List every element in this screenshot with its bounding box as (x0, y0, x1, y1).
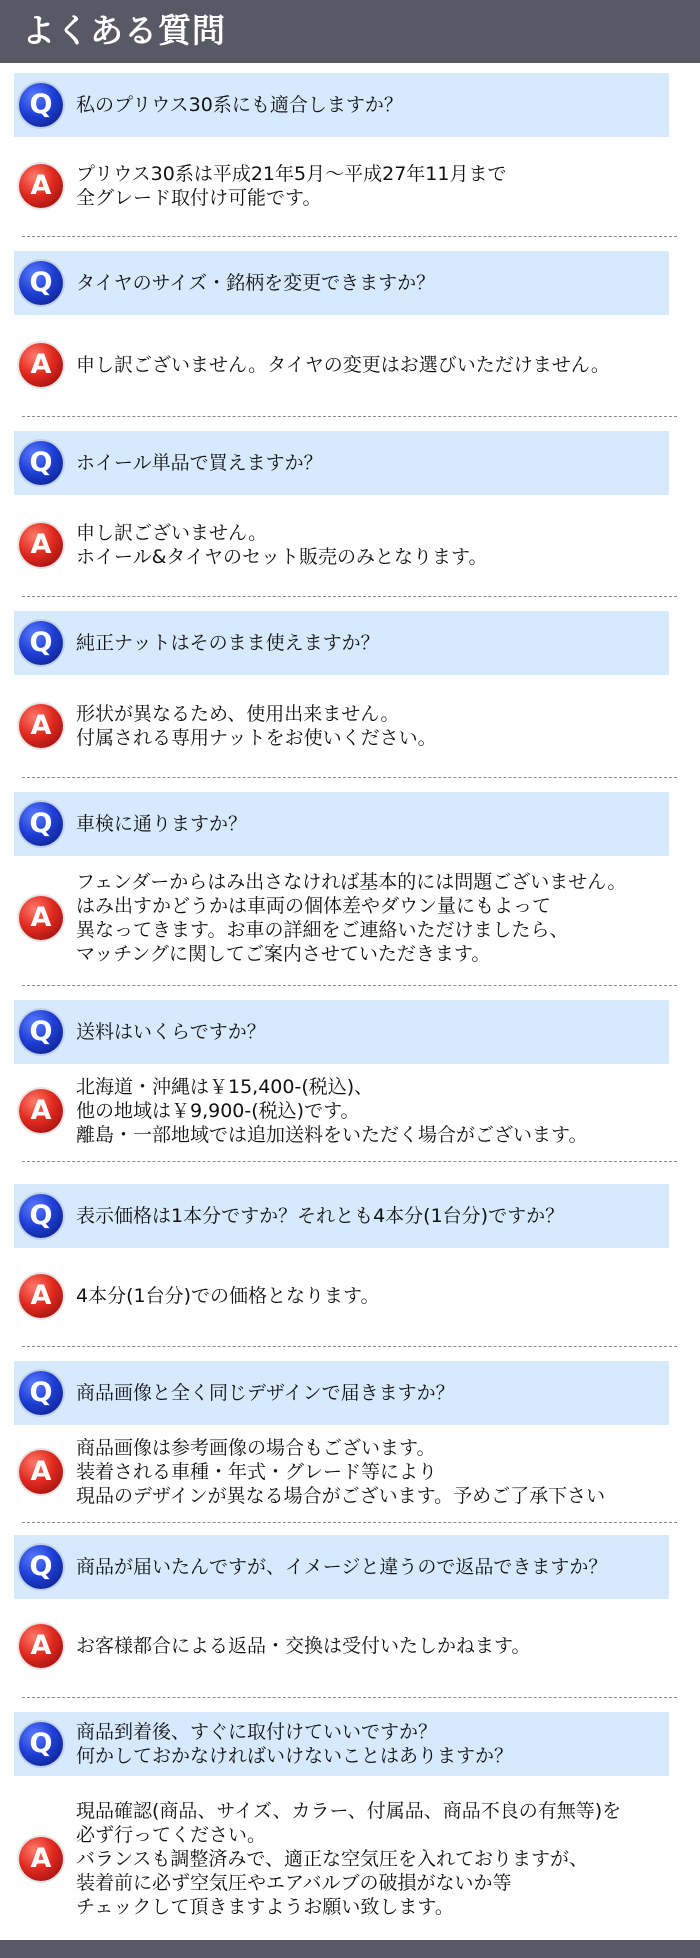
q-badge-icon: Q (19, 1371, 63, 1415)
a-badge-icon: A (19, 1089, 63, 1133)
question-text: タイヤのサイズ・銘柄を変更できますか？ (76, 272, 436, 294)
a-badge-icon: A (19, 896, 63, 940)
footer-bar (0, 1940, 700, 1958)
question-text: 何かしておかなければいけないことはありますか？ (76, 1745, 514, 1767)
faq-divider (22, 1522, 677, 1523)
answer-text: 離島・一部地域では追加送料をいただく場合がございます。 (76, 1124, 588, 1146)
a-badge-icon: A (19, 1837, 63, 1881)
answer-text: ホイール&タイヤのセット販売のみとなります。 (76, 546, 488, 568)
q-badge-icon: Q (19, 1545, 63, 1589)
question-text: 表示価格は1本分ですか？それとも4本分(1台分)ですか？ (76, 1205, 565, 1227)
question-text: ホイール単品で買えますか？ (76, 452, 323, 474)
question-text: 商品到着後、すぐに取付けていいですか？ (76, 1721, 438, 1743)
q-badge-icon: Q (19, 802, 63, 846)
question-text: 車検に通りますか？ (76, 813, 248, 835)
faq-divider (22, 1697, 677, 1698)
answer-text: 必ず行ってください。 (76, 1824, 267, 1846)
page-title: よくある質問 (22, 11, 226, 50)
a-badge-icon: A (19, 1624, 63, 1668)
faq-divider (22, 1346, 677, 1347)
a-badge-icon: A (19, 1450, 63, 1494)
answer-text: 装着前に必ず空気圧やエアバルブの破損がないか等 (76, 1872, 512, 1894)
question-text: 純正ナットはそのまま使えますか？ (76, 632, 380, 654)
answer-text: 現品のデザインが異なる場合がございます。予めご了承下さい (76, 1485, 606, 1507)
answer-text: 全グレード取付け可能です。 (76, 187, 322, 209)
answer-text: はみ出すかどうかは車両の個体差やダウン量にもよって (76, 895, 552, 917)
a-badge-icon: A (19, 1274, 63, 1318)
faq-header (0, 0, 700, 63)
answer-text: 商品画像は参考画像の場合もございます。 (76, 1437, 436, 1459)
q-badge-icon: Q (19, 441, 63, 485)
q-badge-icon: Q (19, 1722, 63, 1766)
q-badge-icon: Q (19, 1010, 63, 1054)
faq-divider (22, 416, 677, 417)
answer-text: バランスも調整済みで、適正な空気圧を入れておりますが、 (76, 1848, 589, 1870)
q-badge-icon: Q (19, 1194, 63, 1238)
answer-text: フェンダーからはみ出さなければ基本的には問題ございません。 (76, 871, 627, 893)
answer-text: 北海道・沖縄は￥15,400-(税込)、 (76, 1076, 374, 1098)
faq-divider (22, 236, 677, 237)
q-badge-icon: Q (19, 261, 63, 305)
faq-divider (22, 1161, 677, 1162)
answer-text: 現品確認(商品、サイズ、カラー、付属品、商品不良の有無等)を (76, 1800, 622, 1822)
answer-text: 申し訳ございません。 (76, 522, 268, 544)
answer-text: 申し訳ございません。タイヤの変更はお選びいただけません。 (76, 354, 610, 376)
a-badge-icon: A (19, 343, 63, 387)
faq-divider (22, 985, 677, 986)
answer-text: お客様都合による返品・交換は受付いたしかねます。 (76, 1635, 531, 1657)
answer-text: 形状が異なるため、使用出来ません。 (76, 703, 400, 725)
q-badge-icon: Q (19, 621, 63, 665)
faq-divider (22, 596, 677, 597)
answer-text: 他の地域は￥9,900-(税込)です。 (76, 1100, 360, 1122)
a-badge-icon: A (19, 704, 63, 748)
a-badge-icon: A (19, 523, 63, 567)
answer-text: 付属される専用ナットをお使いください。 (76, 727, 437, 749)
question-text: 送料はいくらですか？ (76, 1021, 266, 1043)
question-text: 私のプリウス30系にも適合しますか？ (76, 94, 403, 116)
answer-text: チェックして頂きますようお願い致します。 (76, 1896, 454, 1918)
answer-text: 異なってきます。お車の詳細をご連絡いただけましたら、 (76, 919, 569, 941)
question-text: 商品画像と全く同じデザインで届きますか？ (76, 1382, 455, 1404)
question-text: 商品が届いたんですが、イメージと違うので返品できますか？ (76, 1556, 608, 1578)
answer-text: マッチングに関してご案内させていただきます。 (76, 943, 491, 965)
answer-text: 4本分(1台分)での価格となります。 (76, 1285, 380, 1307)
answer-text: 装着される車種・年式・グレード等により (76, 1461, 438, 1483)
answer-text: プリウス30系は平成21年5月～平成27年11月まで (76, 163, 507, 185)
faq-divider (22, 777, 677, 778)
q-badge-icon: Q (19, 83, 63, 127)
a-badge-icon: A (19, 164, 63, 208)
